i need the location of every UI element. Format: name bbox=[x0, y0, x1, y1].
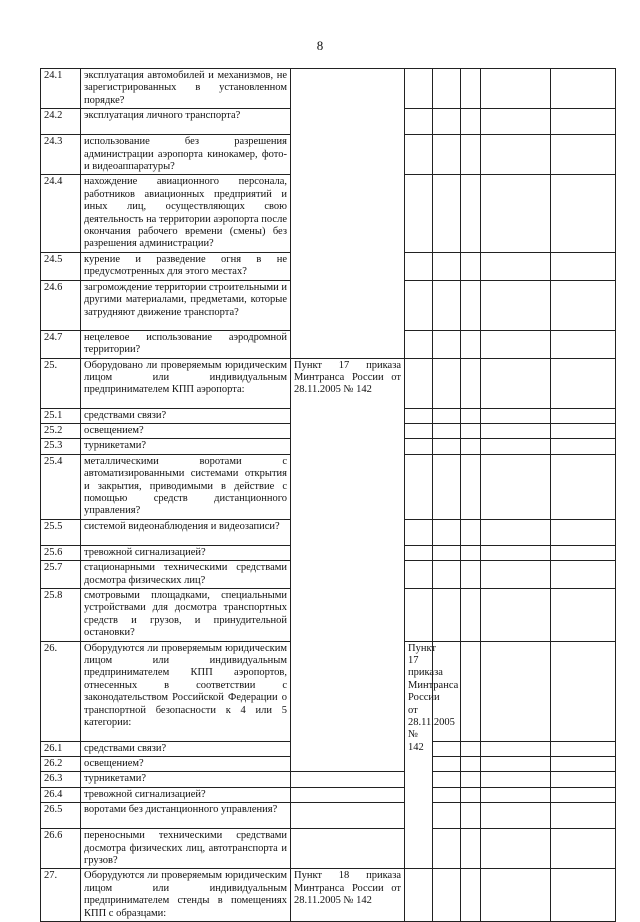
answer-yes-cell[interactable] bbox=[291, 787, 405, 802]
note-cell[interactable] bbox=[551, 741, 616, 756]
answer-yes-cell[interactable] bbox=[405, 423, 433, 438]
comment-cell[interactable] bbox=[551, 519, 616, 545]
answer-no-cell[interactable] bbox=[433, 803, 461, 829]
answer-no-cell[interactable] bbox=[433, 109, 461, 135]
answer-na-cell[interactable] bbox=[461, 175, 481, 252]
question-text: турникетами? bbox=[81, 439, 291, 454]
answer-na-cell[interactable] bbox=[461, 561, 481, 589]
answer-na-cell[interactable] bbox=[461, 135, 481, 175]
note-cell[interactable] bbox=[481, 803, 551, 829]
question-text: тревожной сигнализацией? bbox=[81, 545, 291, 560]
table-row bbox=[41, 787, 616, 802]
table-row bbox=[41, 829, 616, 869]
table-row bbox=[41, 869, 616, 922]
answer-na-cell[interactable] bbox=[461, 358, 481, 408]
question-text: тревожной сигнализацией? bbox=[81, 787, 291, 802]
answer-no-cell[interactable] bbox=[433, 252, 461, 280]
comment-cell[interactable] bbox=[551, 109, 616, 135]
answer-no-cell[interactable] bbox=[461, 741, 481, 756]
table-row bbox=[41, 69, 616, 109]
answer-yes-cell[interactable] bbox=[433, 757, 461, 772]
comment-cell[interactable] bbox=[551, 135, 616, 175]
item-number: 26. bbox=[41, 641, 81, 741]
answer-no-cell[interactable] bbox=[433, 588, 461, 641]
answer-no-cell[interactable] bbox=[433, 423, 461, 438]
note-cell[interactable] bbox=[481, 358, 551, 408]
question-text: переносными техническими средствами досмотра физических лиц, автотранспорта и грузов? bbox=[81, 829, 291, 869]
note-cell[interactable] bbox=[481, 561, 551, 589]
comment-cell[interactable] bbox=[551, 69, 616, 109]
question-text: эксплуатация автомобилей и механизмов, не зарегистрированных в установленном порядке? bbox=[81, 69, 291, 109]
answer-yes-cell[interactable] bbox=[405, 869, 433, 922]
note-cell[interactable] bbox=[481, 588, 551, 641]
comment-cell[interactable] bbox=[551, 869, 616, 922]
inspection-checklist-table bbox=[40, 68, 616, 922]
item-number: 25. bbox=[41, 358, 81, 408]
answer-no-cell[interactable] bbox=[433, 454, 461, 519]
item-number: 26.5 bbox=[41, 803, 81, 829]
question-text: эксплуатация личного транспорта? bbox=[81, 109, 291, 135]
item-number: 27. bbox=[41, 869, 81, 922]
item-number: 25.5 bbox=[41, 519, 81, 545]
answer-na-cell[interactable] bbox=[461, 869, 481, 922]
answer-yes-cell[interactable] bbox=[405, 561, 433, 589]
answer-no-cell[interactable] bbox=[433, 545, 461, 560]
item-number: 25.1 bbox=[41, 408, 81, 423]
question-text: освещением? bbox=[81, 423, 291, 438]
answer-no-cell[interactable] bbox=[433, 561, 461, 589]
item-number: 24.6 bbox=[41, 280, 81, 330]
item-number: 26.1 bbox=[41, 741, 81, 756]
answer-no-cell[interactable] bbox=[433, 280, 461, 330]
note-cell[interactable] bbox=[481, 869, 551, 922]
question-text: курение и разведение огня в не предусмотренных для этого местах? bbox=[81, 252, 291, 280]
answer-no-cell[interactable] bbox=[433, 519, 461, 545]
comment-cell[interactable] bbox=[551, 358, 616, 408]
answer-yes-cell[interactable] bbox=[405, 175, 433, 252]
item-number: 24.4 bbox=[41, 175, 81, 252]
answer-na-cell[interactable] bbox=[461, 109, 481, 135]
note-cell[interactable] bbox=[481, 69, 551, 109]
answer-no-cell[interactable] bbox=[461, 757, 481, 772]
answer-no-cell[interactable] bbox=[433, 869, 461, 922]
question-text: турникетами? bbox=[81, 772, 291, 787]
table-row bbox=[41, 803, 616, 829]
item-number: 26.3 bbox=[41, 772, 81, 787]
comment-cell[interactable] bbox=[551, 439, 616, 454]
note-cell[interactable] bbox=[481, 280, 551, 330]
table-row bbox=[41, 772, 616, 787]
item-number: 25.2 bbox=[41, 423, 81, 438]
answer-yes-cell[interactable] bbox=[405, 330, 433, 358]
item-number: 26.2 bbox=[41, 757, 81, 772]
note-cell[interactable] bbox=[481, 829, 551, 869]
question-text: нецелевое использование аэродромной территории? bbox=[81, 330, 291, 358]
comment-cell[interactable] bbox=[551, 408, 616, 423]
question-text: средствами связи? bbox=[81, 741, 291, 756]
note-cell[interactable] bbox=[481, 135, 551, 175]
comment-cell[interactable] bbox=[551, 252, 616, 280]
item-number: 24.5 bbox=[41, 252, 81, 280]
answer-na-cell[interactable] bbox=[461, 519, 481, 545]
answer-yes-cell[interactable] bbox=[405, 545, 433, 560]
answer-na-cell[interactable] bbox=[461, 423, 481, 438]
answer-no-cell[interactable] bbox=[433, 772, 461, 787]
question-text: системой видеонаблюдения и видеозаписи? bbox=[81, 519, 291, 545]
answer-na-cell[interactable] bbox=[461, 69, 481, 109]
answer-yes-cell[interactable] bbox=[405, 135, 433, 175]
answer-na-cell[interactable] bbox=[461, 454, 481, 519]
answer-yes-cell[interactable] bbox=[291, 803, 405, 829]
answer-na-cell[interactable] bbox=[461, 803, 481, 829]
answer-yes-cell[interactable] bbox=[405, 280, 433, 330]
comment-cell[interactable] bbox=[551, 280, 616, 330]
page-number: 8 bbox=[316, 38, 324, 53]
answer-yes-cell[interactable] bbox=[291, 772, 405, 787]
note-cell[interactable] bbox=[551, 641, 616, 741]
item-number: 25.6 bbox=[41, 545, 81, 560]
comment-cell[interactable] bbox=[551, 545, 616, 560]
answer-na-cell[interactable] bbox=[461, 829, 481, 869]
answer-yes-cell[interactable] bbox=[405, 358, 433, 408]
note-cell[interactable] bbox=[481, 109, 551, 135]
item-number: 24.3 bbox=[41, 135, 81, 175]
answer-no-cell[interactable] bbox=[433, 330, 461, 358]
answer-na-cell[interactable] bbox=[481, 641, 551, 741]
comment-cell[interactable] bbox=[551, 787, 616, 802]
answer-no-cell[interactable] bbox=[433, 408, 461, 423]
comment-cell[interactable] bbox=[551, 423, 616, 438]
note-cell[interactable] bbox=[481, 787, 551, 802]
legal-reference: Пункт 18 приказа Минтранса России от 28.11.2005 № 142 bbox=[291, 869, 405, 922]
question-text: использование без разрешения администрации аэропорта кинокамер, фото- и видеоаппаратуры? bbox=[81, 135, 291, 175]
answer-no-cell[interactable] bbox=[433, 358, 461, 408]
comment-cell[interactable] bbox=[551, 803, 616, 829]
answer-no-cell[interactable] bbox=[433, 135, 461, 175]
comment-cell[interactable] bbox=[551, 454, 616, 519]
note-cell[interactable] bbox=[481, 330, 551, 358]
answer-no-cell[interactable] bbox=[433, 787, 461, 802]
answer-na-cell[interactable] bbox=[461, 280, 481, 330]
note-cell[interactable] bbox=[481, 439, 551, 454]
question-text: нахождение авиационного персонала, работников авиационных предприятий и иных лиц, осуществляющих свою деятельность на территории аэропорта после окончания рабочего времени (смены) без разрешения администрации? bbox=[81, 175, 291, 252]
answer-na-cell[interactable] bbox=[461, 772, 481, 787]
answer-no-cell[interactable] bbox=[433, 829, 461, 869]
question-text: освещением? bbox=[81, 757, 291, 772]
answer-yes-cell[interactable] bbox=[405, 109, 433, 135]
note-cell[interactable] bbox=[481, 545, 551, 560]
answer-yes-cell[interactable] bbox=[405, 519, 433, 545]
answer-na-cell[interactable] bbox=[461, 330, 481, 358]
answer-yes-cell[interactable] bbox=[405, 588, 433, 641]
answer-yes-cell[interactable] bbox=[433, 741, 461, 756]
comment-cell[interactable] bbox=[551, 561, 616, 589]
answer-no-cell[interactable] bbox=[433, 439, 461, 454]
note-cell[interactable] bbox=[481, 519, 551, 545]
question-text: средствами связи? bbox=[81, 408, 291, 423]
question-text: смотровыми площадками, специальными устройствами для досмотра транспортных средств и грузов, и принудительной остановки? bbox=[81, 588, 291, 641]
answer-na-cell[interactable] bbox=[461, 408, 481, 423]
answer-yes-cell[interactable] bbox=[291, 829, 405, 869]
item-number: 24.7 bbox=[41, 330, 81, 358]
answer-na-cell[interactable] bbox=[461, 545, 481, 560]
answer-no-cell[interactable] bbox=[461, 641, 481, 741]
question-text: металлическими воротами с автоматизированными системами открытия и закрытия, приводимыми в действие с помощью средств дистанционного управления? bbox=[81, 454, 291, 519]
answer-yes-cell[interactable] bbox=[405, 408, 433, 423]
item-number: 24.2 bbox=[41, 109, 81, 135]
comment-cell[interactable] bbox=[551, 772, 616, 787]
table-row bbox=[41, 358, 616, 408]
answer-na-cell[interactable] bbox=[461, 439, 481, 454]
item-number: 25.8 bbox=[41, 588, 81, 641]
question-text: Оборудовано ли проверяемым юридическим лицом или индивидуальным предпринимателем КПП аэропорта: bbox=[81, 358, 291, 408]
answer-na-cell[interactable] bbox=[461, 787, 481, 802]
answer-yes-cell[interactable] bbox=[405, 69, 433, 109]
note-cell[interactable] bbox=[551, 757, 616, 772]
answer-na-cell[interactable] bbox=[461, 588, 481, 641]
legal-reference: Пункт 17 приказа Минтранса России от 28.11.2005 № 142 bbox=[405, 641, 433, 869]
note-cell[interactable] bbox=[481, 772, 551, 787]
answer-no-cell[interactable] bbox=[433, 69, 461, 109]
note-cell[interactable] bbox=[481, 423, 551, 438]
note-cell[interactable] bbox=[481, 408, 551, 423]
comment-cell[interactable] bbox=[551, 588, 616, 641]
answer-yes-cell[interactable] bbox=[405, 252, 433, 280]
item-number: 26.4 bbox=[41, 787, 81, 802]
answer-yes-cell[interactable] bbox=[405, 454, 433, 519]
answer-na-cell[interactable] bbox=[461, 252, 481, 280]
comment-cell[interactable] bbox=[551, 330, 616, 358]
answer-na-cell[interactable] bbox=[481, 757, 551, 772]
item-number: 25.3 bbox=[41, 439, 81, 454]
item-number: 24.1 bbox=[41, 69, 81, 109]
question-text: Оборудуются ли проверяемым юридическим лицом или индивидуальным предпринимателем стенды в помещениях КПП с образцами: bbox=[81, 869, 291, 922]
answer-no-cell[interactable] bbox=[433, 175, 461, 252]
question-text: стационарными техническими средствами досмотра физических лиц? bbox=[81, 561, 291, 589]
question-text: загромождение территории строительными и другими материалами, предметами, которые затрудняют движение транспорта? bbox=[81, 280, 291, 330]
legal-reference: Пункт 17 приказа Минтранса России от 28.11.2005 № 142 bbox=[291, 358, 405, 772]
legal-reference-cell bbox=[291, 69, 405, 359]
item-number: 26.6 bbox=[41, 829, 81, 869]
question-text: воротами без дистанционного управления? bbox=[81, 803, 291, 829]
answer-yes-cell[interactable] bbox=[405, 439, 433, 454]
item-number: 25.4 bbox=[41, 454, 81, 519]
comment-cell[interactable] bbox=[551, 175, 616, 252]
note-cell[interactable] bbox=[481, 175, 551, 252]
question-text: Оборудуются ли проверяемым юридическим лицом или индивидуальным предпринимателем КПП аэропортов, отнесенных в соответствии с законодательством Российской Федерации о транспортной безопасности к 4 или 5 категории: bbox=[81, 641, 291, 741]
note-cell[interactable] bbox=[481, 454, 551, 519]
note-cell[interactable] bbox=[481, 252, 551, 280]
comment-cell[interactable] bbox=[551, 829, 616, 869]
item-number: 25.7 bbox=[41, 561, 81, 589]
answer-na-cell[interactable] bbox=[481, 741, 551, 756]
